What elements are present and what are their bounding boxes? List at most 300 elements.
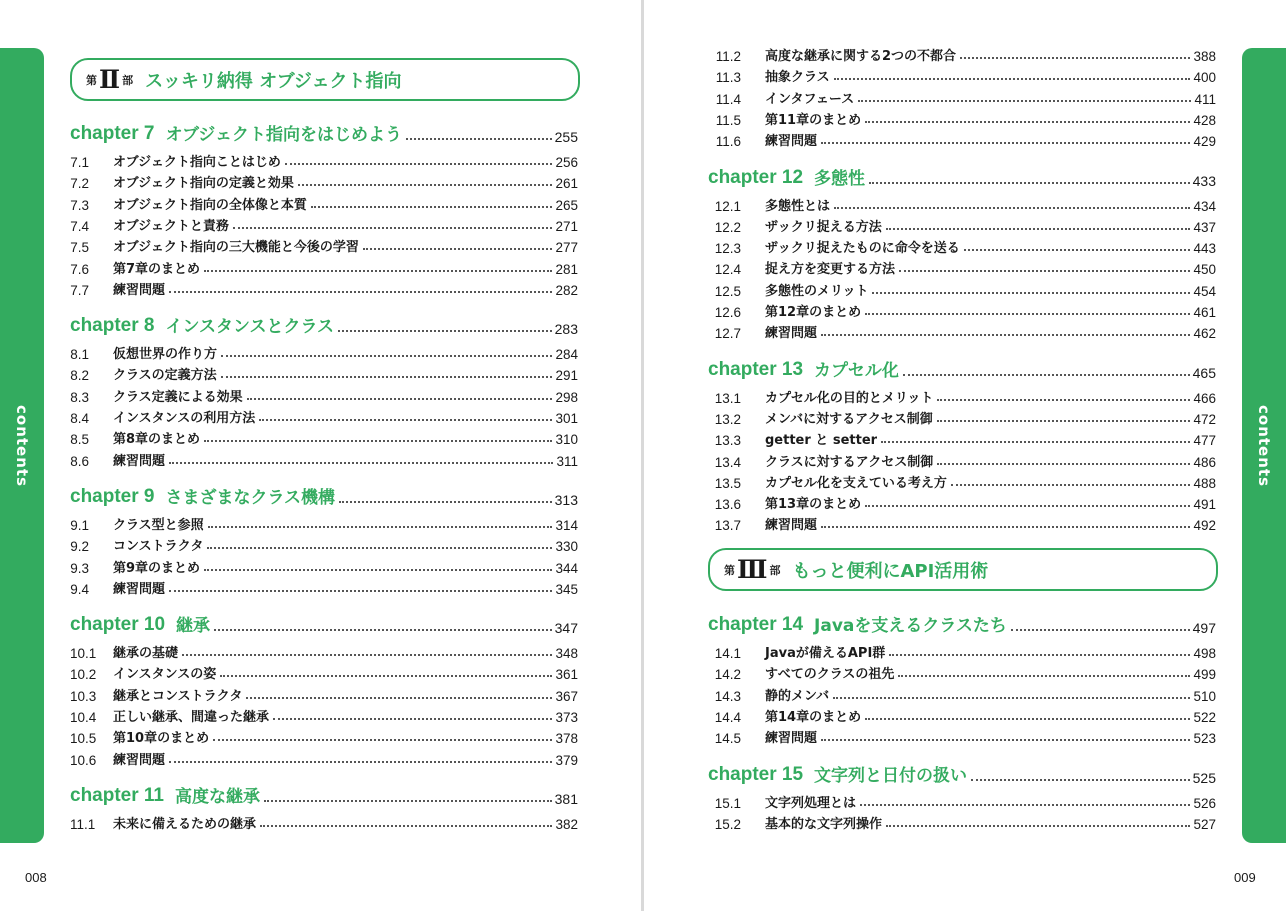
page-ref: 344 xyxy=(555,560,578,576)
leader-dots xyxy=(865,505,1190,507)
chapter-entry xyxy=(70,612,578,636)
section-entry xyxy=(70,662,578,682)
section-entry xyxy=(708,471,1216,491)
section-number: 15.2 xyxy=(714,816,741,832)
page-ref: 450 xyxy=(1193,262,1216,278)
chapter-title: 高度な継承 xyxy=(175,786,260,807)
page-ref: 488 xyxy=(1193,475,1216,491)
page-ref: 347 xyxy=(554,620,578,637)
section-number: 14.1 xyxy=(714,646,741,661)
section-title: 多態性のメリット xyxy=(765,283,869,299)
page-ref: 271 xyxy=(555,218,578,234)
leader-dots xyxy=(247,398,553,400)
page-ref: 454 xyxy=(1193,283,1216,299)
section-entry xyxy=(708,257,1216,277)
leader-dots xyxy=(204,569,552,571)
section-entry xyxy=(708,684,1216,704)
section-entry xyxy=(70,705,578,725)
section-title: クラスの定義方法 xyxy=(113,368,217,384)
chapter-label: chapter 12 xyxy=(708,166,804,188)
section-number: 12.7 xyxy=(714,326,741,342)
section-title: オブジェクト指向の定義と効果 xyxy=(113,176,294,192)
chapter-label: chapter 8 xyxy=(70,315,155,337)
section-entry xyxy=(708,662,1216,682)
section-entry xyxy=(708,65,1216,85)
page-ref: 382 xyxy=(555,816,578,832)
section-entry xyxy=(70,257,578,277)
section-number: 10.4 xyxy=(70,710,97,725)
section-title: Javaが備えるAPI群 xyxy=(765,646,886,661)
section-title: 捉え方を変更する方法 xyxy=(765,262,896,278)
section-number: 9.2 xyxy=(70,539,89,555)
page-ref: 311 xyxy=(556,453,578,469)
section-entry xyxy=(708,791,1216,811)
page-ref: 428 xyxy=(1193,112,1216,128)
leader-dots xyxy=(821,739,1190,741)
chapter-entry xyxy=(708,762,1216,786)
section-entry xyxy=(708,321,1216,341)
page-ref: 466 xyxy=(1193,390,1216,406)
page-ref: 281 xyxy=(555,261,578,277)
leader-dots xyxy=(204,440,552,442)
chapter-title: オブジェクト指向をはじめよう xyxy=(165,125,402,145)
leader-dots xyxy=(259,419,552,421)
section-entry xyxy=(70,641,578,661)
section-title: 継承の基礎 xyxy=(113,646,179,662)
leader-dots xyxy=(213,739,552,741)
section-title: 第7章のまとめ xyxy=(113,261,201,277)
page-ref: 433 xyxy=(1192,172,1216,189)
leader-dots xyxy=(221,355,552,357)
leader-dots xyxy=(833,697,1190,699)
section-number: 11.1 xyxy=(70,816,96,832)
page-ref: 497 xyxy=(1192,620,1216,636)
page-ref: 477 xyxy=(1193,433,1216,449)
section-title: 第9章のまとめ xyxy=(113,560,201,576)
leader-dots xyxy=(834,78,1191,80)
chapter-entry xyxy=(70,484,578,508)
section-entry xyxy=(70,427,578,447)
section-entry xyxy=(708,194,1216,214)
leader-dots xyxy=(169,590,552,592)
leader-dots xyxy=(858,100,1191,102)
section-entry xyxy=(70,278,578,298)
part-prefix: 第 xyxy=(86,73,97,87)
part-number-mark xyxy=(724,557,780,582)
section-title: クラス定義による効果 xyxy=(113,389,243,405)
leader-dots xyxy=(207,547,552,549)
leader-dots xyxy=(865,121,1190,123)
chapter-entry xyxy=(70,121,578,145)
section-title: 練習問題 xyxy=(113,581,166,597)
leader-dots xyxy=(260,825,552,827)
section-title: オブジェクト指向ことはじめ xyxy=(113,155,281,170)
chapter-entry xyxy=(708,165,1216,189)
part-numeral: Ⅱ xyxy=(99,65,121,94)
page-ref: 255 xyxy=(554,129,578,145)
section-title: 練習問題 xyxy=(113,752,166,768)
section-title: 練習問題 xyxy=(765,518,818,534)
leader-dots xyxy=(285,163,553,165)
section-title: 練習問題 xyxy=(113,282,166,298)
section-number: 10.3 xyxy=(70,688,97,704)
leader-dots xyxy=(886,228,1191,230)
section-number: 13.4 xyxy=(714,454,741,470)
section-title: 静的メンバ xyxy=(765,688,830,704)
section-number: 7.5 xyxy=(70,240,89,256)
section-title: 抽象クラス xyxy=(765,70,830,86)
section-number: 8.4 xyxy=(70,411,89,426)
section-title: 継承とコンストラクタ xyxy=(113,688,243,704)
section-title: 第11章のまとめ xyxy=(765,112,862,128)
section-entry xyxy=(708,386,1216,406)
page-ref: 411 xyxy=(1194,91,1216,107)
section-title: 練習問題 xyxy=(113,453,166,469)
section-number: 11.6 xyxy=(715,134,741,150)
contents-tab-label: contents xyxy=(13,404,31,487)
chapter-title: Javaを支えるクラスたち xyxy=(814,616,1007,636)
page-ref: 330 xyxy=(555,539,578,555)
section-title: インスタンスの利用方法 xyxy=(113,411,256,426)
section-title: インタフェース xyxy=(765,91,855,107)
right-page xyxy=(644,0,1286,911)
section-entry xyxy=(708,513,1216,533)
section-title: インスタンスの姿 xyxy=(113,667,217,683)
section-number: 11.2 xyxy=(715,49,741,64)
section-title: 未来に備えるための継承 xyxy=(113,816,257,832)
section-entry xyxy=(708,108,1216,128)
section-entry xyxy=(70,812,578,832)
page-ref: 314 xyxy=(555,517,578,533)
contents-side-tab xyxy=(0,48,44,843)
leader-dots xyxy=(821,142,1190,144)
leader-dots xyxy=(214,629,552,631)
section-number: 14.3 xyxy=(714,688,741,704)
leader-dots xyxy=(338,330,552,332)
section-entry xyxy=(70,556,578,576)
page-ref: 283 xyxy=(554,321,578,338)
page-ref: 313 xyxy=(554,491,578,508)
section-number: 11.4 xyxy=(715,91,741,107)
section-entry xyxy=(708,215,1216,235)
leader-dots xyxy=(951,484,1191,486)
leader-dots xyxy=(1011,629,1190,631)
leader-dots xyxy=(869,182,1190,184)
section-title: ザックリ捉える方法 xyxy=(765,219,882,235)
leader-dots xyxy=(971,779,1190,781)
section-title: 文字列処理とは xyxy=(765,795,857,811)
section-number: 7.2 xyxy=(70,176,89,192)
section-title: 第14章のまとめ xyxy=(765,709,862,725)
part-suffix: 部 xyxy=(122,73,134,87)
section-entry xyxy=(708,300,1216,320)
chapter-title: インスタンスとクラス xyxy=(165,317,334,338)
part-title: もっと便利にAPI活用術 xyxy=(792,560,989,582)
page-ref: 284 xyxy=(555,347,578,363)
contents-tab-label: contents xyxy=(1255,404,1273,487)
page-ref: 256 xyxy=(555,155,578,170)
chapter-label: chapter 7 xyxy=(70,123,155,144)
section-number: 8.6 xyxy=(70,453,89,469)
leader-dots xyxy=(311,206,553,208)
section-number: 9.4 xyxy=(70,581,89,597)
page-ref: 261 xyxy=(555,176,578,192)
leader-dots xyxy=(273,718,552,720)
leader-dots xyxy=(937,463,1190,465)
section-number: 7.3 xyxy=(70,197,89,213)
leader-dots xyxy=(169,291,552,293)
leader-dots xyxy=(865,313,1190,315)
page-ref: 348 xyxy=(555,646,578,662)
leader-dots xyxy=(821,526,1190,528)
leader-dots xyxy=(264,800,552,802)
section-entry xyxy=(70,513,578,533)
leader-dots xyxy=(881,441,1190,443)
section-number: 10.2 xyxy=(70,667,97,683)
section-entry xyxy=(708,812,1216,832)
section-number: 8.2 xyxy=(70,368,89,384)
part-numeral: Ⅲ xyxy=(737,555,768,584)
chapter-title: カプセル化 xyxy=(814,360,899,381)
page-ref: 310 xyxy=(555,432,578,448)
section-number: 10.1 xyxy=(70,646,97,662)
section-title: 仮想世界の作り方 xyxy=(113,347,218,363)
page-ref: 381 xyxy=(554,790,578,807)
section-number: 13.7 xyxy=(714,518,741,534)
section-entry xyxy=(70,748,578,768)
section-title: メンバに対するアクセス制御 xyxy=(765,411,933,427)
page-ref: 434 xyxy=(1193,198,1216,214)
section-entry xyxy=(70,406,578,426)
leader-dots xyxy=(860,804,1190,806)
section-title: オブジェクト指向の全体像と本質 xyxy=(113,197,307,213)
chapter-label: chapter 14 xyxy=(708,614,804,635)
leader-dots xyxy=(204,270,552,272)
page-ref: 526 xyxy=(1193,795,1216,811)
section-number: 7.6 xyxy=(70,261,89,277)
leader-dots xyxy=(406,138,552,140)
page-ref: 527 xyxy=(1193,816,1216,832)
chapter-title: 文字列と日付の扱い xyxy=(814,765,968,786)
chapter-label: chapter 13 xyxy=(708,358,804,380)
leader-dots xyxy=(233,227,553,229)
page-ref: 522 xyxy=(1193,709,1216,725)
section-title: 高度な継承に関する2つの不都合 xyxy=(765,49,957,64)
section-number: 14.4 xyxy=(714,709,741,725)
section-number: 8.3 xyxy=(70,389,89,405)
section-title: オブジェクトと責務 xyxy=(113,218,229,234)
section-title: 練習問題 xyxy=(765,134,818,150)
section-title: すべてのクラスの祖先 xyxy=(765,667,895,683)
leader-dots xyxy=(865,718,1190,720)
section-entry xyxy=(70,171,578,191)
section-number: 15.1 xyxy=(714,795,741,811)
section-title: クラス型と参照 xyxy=(113,517,204,533)
section-title: 第13章のまとめ xyxy=(765,497,862,513)
leader-dots xyxy=(169,761,552,763)
chapter-title: さまざまなクラス機構 xyxy=(165,487,335,508)
section-number: 8.5 xyxy=(70,432,89,448)
section-entry xyxy=(708,705,1216,725)
page-ref: 301 xyxy=(555,411,578,426)
page-ref: 345 xyxy=(555,581,578,597)
part-prefix: 第 xyxy=(724,563,735,577)
page-number-right: 009 xyxy=(1234,870,1256,885)
page-ref: 361 xyxy=(555,667,578,683)
section-entry xyxy=(70,684,578,704)
leader-dots xyxy=(889,654,1190,656)
section-title: 多態性とは xyxy=(765,198,831,214)
leader-dots xyxy=(221,376,553,378)
section-entry xyxy=(708,407,1216,427)
section-title: ザックリ捉えたものに命令を送る xyxy=(765,241,960,257)
section-entry xyxy=(70,577,578,597)
section-title: カプセル化の目的とメリット xyxy=(765,390,934,406)
section-entry xyxy=(708,492,1216,512)
page-ref: 291 xyxy=(555,368,578,384)
leader-dots xyxy=(182,654,552,656)
left-page xyxy=(0,0,641,911)
page-ref: 378 xyxy=(555,731,578,747)
page-ref: 429 xyxy=(1193,134,1216,150)
section-entry xyxy=(708,641,1216,661)
page-ref: 523 xyxy=(1193,731,1216,747)
section-title: 第12章のまとめ xyxy=(765,305,862,320)
leader-dots xyxy=(220,675,552,677)
section-entry xyxy=(70,726,578,746)
section-entry xyxy=(70,150,578,170)
section-entry xyxy=(70,342,578,362)
page-ref: 400 xyxy=(1193,70,1216,86)
leader-dots xyxy=(964,249,1191,251)
section-number: 12.2 xyxy=(714,219,741,235)
section-entry xyxy=(70,214,578,234)
chapter-label: chapter 10 xyxy=(70,614,166,636)
part-2-heading xyxy=(70,58,580,101)
section-number: 13.6 xyxy=(714,497,741,513)
section-number: 13.1 xyxy=(714,390,741,406)
section-title: オブジェクト指向の三大機能と今後の学習 xyxy=(113,240,359,256)
chapter-title: 継承 xyxy=(176,616,211,637)
section-title: クラスに対するアクセス制御 xyxy=(765,454,934,470)
section-number: 12.5 xyxy=(714,283,741,299)
section-entry xyxy=(708,450,1216,470)
leader-dots xyxy=(208,526,553,528)
leader-dots xyxy=(960,57,1190,59)
page-ref: 486 xyxy=(1193,454,1216,470)
page-ref: 492 xyxy=(1193,518,1216,534)
page-ref: 373 xyxy=(555,710,578,725)
section-title: 練習問題 xyxy=(765,731,818,747)
part-title: スッキリ納得 オブジェクト指向 xyxy=(145,70,402,92)
page-ref: 472 xyxy=(1193,411,1216,427)
leader-dots xyxy=(872,292,1190,294)
leader-dots xyxy=(246,697,552,699)
section-entry xyxy=(70,235,578,255)
section-number: 14.2 xyxy=(714,667,741,683)
section-number: 9.3 xyxy=(70,560,89,576)
section-entry xyxy=(708,129,1216,149)
section-number: 12.6 xyxy=(714,305,741,320)
section-entry xyxy=(708,428,1216,448)
page-ref: 443 xyxy=(1193,241,1216,257)
section-number: 14.5 xyxy=(714,731,741,747)
part-3-heading xyxy=(708,548,1218,591)
section-number: 8.1 xyxy=(70,347,89,363)
section-title: 練習問題 xyxy=(765,326,818,342)
chapter-label: chapter 15 xyxy=(708,763,804,785)
section-entry xyxy=(708,44,1216,64)
section-entry xyxy=(708,279,1216,299)
leader-dots xyxy=(821,334,1190,336)
section-title: コンストラクタ xyxy=(113,539,204,555)
section-number: 11.5 xyxy=(715,112,741,128)
page-ref: 499 xyxy=(1193,667,1216,683)
chapter-label: chapter 11 xyxy=(70,784,164,806)
leader-dots xyxy=(169,462,553,464)
section-number: 7.7 xyxy=(70,282,89,298)
section-number: 12.1 xyxy=(714,198,741,214)
section-entry xyxy=(70,193,578,213)
section-entry xyxy=(70,385,578,405)
leader-dots xyxy=(899,270,1190,272)
section-title: getter と setter xyxy=(765,433,878,449)
section-title: 正しい継承、間違った継承 xyxy=(113,710,270,725)
page-ref: 462 xyxy=(1193,326,1216,342)
page-ref: 277 xyxy=(555,240,578,256)
section-number: 12.4 xyxy=(714,262,741,278)
page-ref: 282 xyxy=(555,282,578,298)
page-ref: 491 xyxy=(1193,497,1216,513)
leader-dots xyxy=(298,184,553,186)
section-number: 10.5 xyxy=(70,731,97,747)
section-number: 13.5 xyxy=(714,475,741,491)
page-ref: 525 xyxy=(1192,769,1216,786)
page-ref: 461 xyxy=(1193,305,1216,320)
chapter-entry xyxy=(708,357,1216,381)
section-number: 12.3 xyxy=(714,241,741,257)
page-ref: 265 xyxy=(555,197,578,213)
section-number: 7.4 xyxy=(70,218,89,234)
chapter-title: 多態性 xyxy=(814,168,866,189)
section-title: 基本的な文字列操作 xyxy=(765,816,883,832)
section-entry xyxy=(70,363,578,383)
section-title: 第10章のまとめ xyxy=(113,731,210,747)
leader-dots xyxy=(834,207,1190,209)
section-number: 11.3 xyxy=(715,70,741,86)
part-suffix: 部 xyxy=(769,563,781,577)
section-entry xyxy=(70,449,578,469)
leader-dots xyxy=(339,501,552,503)
page-ref: 367 xyxy=(555,688,578,704)
section-entry xyxy=(708,87,1216,107)
page-ref: 498 xyxy=(1193,646,1216,661)
chapter-entry xyxy=(70,313,578,337)
leader-dots xyxy=(363,248,553,250)
leader-dots xyxy=(903,374,1190,376)
page-ref: 298 xyxy=(555,389,578,405)
leader-dots xyxy=(937,420,1191,422)
page-ref: 437 xyxy=(1193,219,1216,235)
section-entry xyxy=(70,534,578,554)
section-entry xyxy=(708,236,1216,256)
section-title: カプセル化を支えている考え方 xyxy=(765,475,947,491)
page-number-left: 008 xyxy=(25,870,47,885)
section-number: 13.3 xyxy=(714,433,741,449)
leader-dots xyxy=(898,675,1190,677)
page-ref: 388 xyxy=(1193,49,1216,64)
section-number: 10.6 xyxy=(70,752,97,768)
